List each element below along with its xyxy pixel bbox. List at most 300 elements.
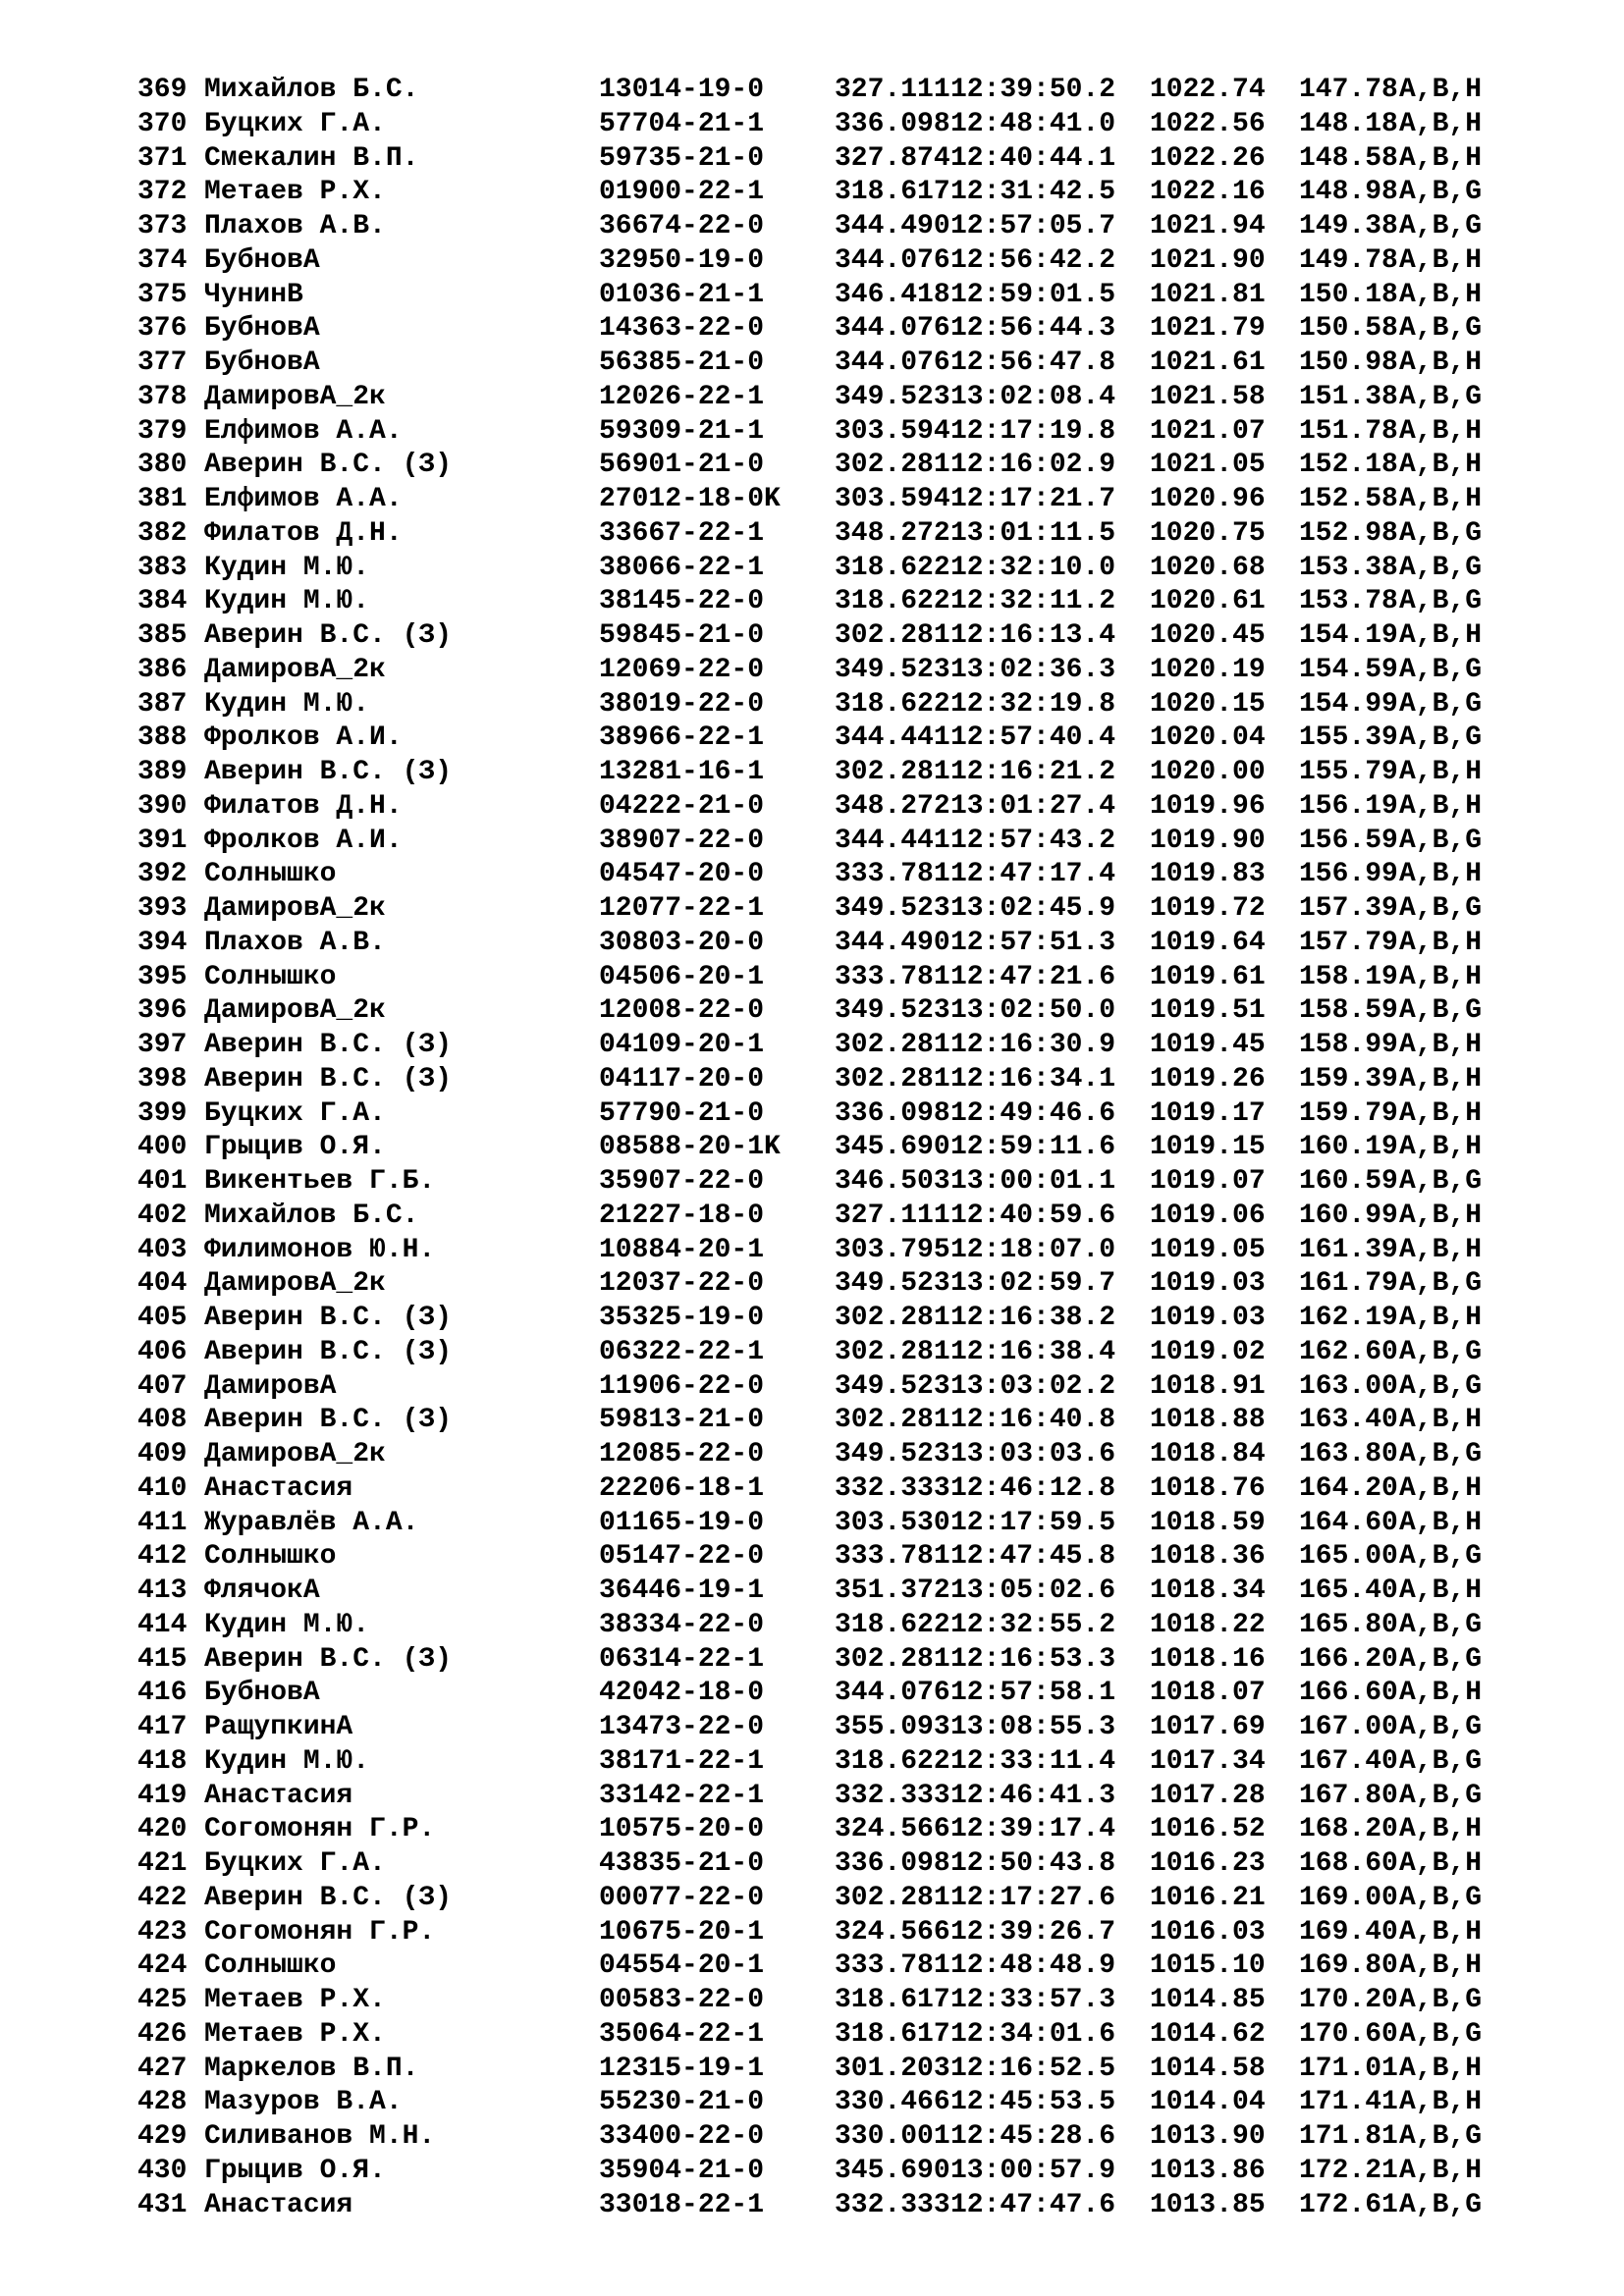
row-points: 159.39: [1299, 1063, 1398, 1095]
row-distance: 318.622: [835, 586, 950, 617]
row-place: 428: [137, 2087, 188, 2118]
row-time: 12:40:59.6: [950, 1200, 1116, 1231]
row-name: Метаев Р.Х.: [204, 177, 386, 208]
row-time: 12:47:47.6: [950, 2189, 1116, 2220]
row-points: 165.00: [1299, 1541, 1398, 1573]
row-ring: 38066-22-1: [599, 552, 765, 583]
row-ring: 00077-22-0: [599, 1882, 765, 1913]
row-speed: 1021.58: [1150, 381, 1266, 412]
row-name: ДамировА_2к: [204, 893, 386, 924]
row-ring: 12085-22-0: [599, 1439, 765, 1469]
row-name: Солнышко: [204, 1950, 337, 1982]
row-time: 12:17:59.5: [950, 1507, 1116, 1538]
row-group: A,B,G: [1399, 1336, 1483, 1367]
table-row: [137, 312, 1546, 347]
row-time: 12:16:21.2: [950, 757, 1116, 787]
row-time: 12:59:01.5: [950, 279, 1116, 310]
row-time: 12:16:40.8: [950, 1405, 1116, 1436]
row-name: Кудин М.Ю.: [204, 1745, 370, 1777]
row-points: 158.19: [1299, 961, 1398, 992]
row-name: Силиванов М.Н.: [204, 2121, 436, 2152]
row-group: A,B,H: [1399, 1303, 1483, 1333]
row-name: Плахов А.В.: [204, 211, 386, 241]
row-points: 155.39: [1299, 722, 1398, 754]
row-name: Аверин В.С. (З): [204, 620, 453, 651]
table-row: [137, 1984, 1546, 2018]
row-place: 395: [137, 961, 188, 992]
row-speed: 1017.69: [1150, 1712, 1266, 1742]
row-time: 12:17:19.8: [950, 415, 1116, 447]
row-points: 153.38: [1299, 552, 1398, 583]
table-row: [137, 2120, 1546, 2155]
row-distance: 302.281: [835, 1336, 950, 1367]
row-time: 12:47:21.6: [950, 961, 1116, 992]
row-ring: 13014-19-0: [599, 75, 765, 105]
row-place: 412: [137, 1541, 188, 1573]
table-row: [137, 2053, 1546, 2087]
row-ring: 12008-22-0: [599, 995, 765, 1027]
row-time: 12:16:02.9: [950, 450, 1116, 481]
table-row: [137, 1949, 1546, 1984]
row-distance: 348.272: [835, 790, 950, 822]
row-place: 403: [137, 1234, 188, 1265]
row-group: A,B,G: [1399, 1439, 1483, 1469]
row-distance: 324.566: [835, 1916, 950, 1948]
row-time: 13:02:36.3: [950, 654, 1116, 685]
row-speed: 1021.81: [1150, 279, 1266, 310]
row-distance: 302.281: [835, 620, 950, 651]
row-group: A,B,G: [1399, 2121, 1483, 2152]
row-name: ДамировА_2к: [204, 995, 386, 1027]
row-place: 382: [137, 517, 188, 549]
table-row: [137, 279, 1546, 313]
row-points: 170.20: [1299, 1985, 1398, 2015]
table-row: [137, 1711, 1546, 1745]
row-points: 171.41: [1299, 2087, 1398, 2118]
row-group: A,B,H: [1399, 1030, 1483, 1060]
row-ring: 35907-22-0: [599, 1166, 765, 1197]
row-place: 429: [137, 2121, 188, 2152]
table-row: [137, 1097, 1546, 1132]
row-speed: 1020.68: [1150, 552, 1266, 583]
row-group: A,B,H: [1399, 1848, 1483, 1879]
row-place: 374: [137, 244, 188, 276]
row-ring: 12069-22-0: [599, 654, 765, 685]
row-name: Кудин М.Ю.: [204, 586, 370, 617]
row-time: 12:56:44.3: [950, 313, 1116, 345]
row-speed: 1019.02: [1150, 1336, 1266, 1367]
row-time: 12:31:42.5: [950, 177, 1116, 208]
row-points: 147.78: [1299, 75, 1398, 105]
table-row: [137, 721, 1546, 756]
row-ring: 10884-20-1: [599, 1234, 765, 1265]
row-place: 422: [137, 1882, 188, 1913]
table-row: [137, 654, 1546, 688]
row-points: 152.18: [1299, 450, 1398, 481]
row-distance: 349.523: [835, 1370, 950, 1402]
row-name: Анастасия: [204, 2189, 353, 2220]
row-group: A,B,G: [1399, 1745, 1483, 1777]
row-distance: 302.281: [835, 1063, 950, 1095]
row-speed: 1015.10: [1150, 1950, 1266, 1982]
row-group: A,B,H: [1399, 75, 1483, 105]
row-place: 416: [137, 1678, 188, 1709]
table-row: [137, 825, 1546, 859]
row-distance: 302.281: [835, 1303, 950, 1333]
row-distance: 327.874: [835, 142, 950, 174]
row-points: 156.99: [1299, 859, 1398, 890]
row-name: Аверин В.С. (З): [204, 1882, 453, 1913]
row-time: 12:18:07.0: [950, 1234, 1116, 1265]
row-place: 408: [137, 1405, 188, 1436]
row-points: 161.39: [1299, 1234, 1398, 1265]
row-speed: 1020.96: [1150, 484, 1266, 514]
row-time: 12:16:52.5: [950, 2053, 1116, 2084]
row-time: 12:34:01.6: [950, 2018, 1116, 2050]
row-group: A,B,H: [1399, 620, 1483, 651]
row-time: 12:33:57.3: [950, 1985, 1116, 2015]
row-speed: 1019.90: [1150, 825, 1266, 856]
row-speed: 1014.58: [1150, 2053, 1266, 2084]
table-row: [137, 1916, 1546, 1950]
row-speed: 1020.75: [1150, 517, 1266, 549]
row-time: 12:47:45.8: [950, 1541, 1116, 1573]
row-group: A,B,G: [1399, 517, 1483, 549]
row-ring: 33142-22-1: [599, 1780, 765, 1811]
row-time: 12:59:11.6: [950, 1132, 1116, 1163]
row-group: A,B,H: [1399, 1814, 1483, 1845]
row-group: A,B,H: [1399, 1063, 1483, 1095]
row-name: Маркелов В.П.: [204, 2053, 419, 2084]
row-name: Плахов А.В.: [204, 927, 386, 958]
row-time: 12:16:38.2: [950, 1303, 1116, 1333]
row-group: A,B,H: [1399, 1575, 1483, 1606]
row-time: 12:45:28.6: [950, 2121, 1116, 2152]
row-place: 407: [137, 1370, 188, 1402]
table-row: [137, 415, 1546, 450]
row-place: 381: [137, 484, 188, 514]
row-place: 413: [137, 1575, 188, 1606]
row-time: 12:39:50.2: [950, 75, 1116, 105]
row-ring: 38334-22-0: [599, 1609, 765, 1640]
table-row: [137, 1575, 1546, 1609]
row-ring: 11906-22-0: [599, 1370, 765, 1402]
row-points: 152.98: [1299, 517, 1398, 549]
row-name: Михайлов Б.С.: [204, 1200, 419, 1231]
table-row: [137, 1370, 1546, 1405]
row-distance: 344.076: [835, 244, 950, 276]
row-speed: 1021.79: [1150, 313, 1266, 345]
row-speed: 1017.28: [1150, 1780, 1266, 1811]
row-group: A,B,G: [1399, 1541, 1483, 1573]
row-place: 417: [137, 1712, 188, 1742]
table-row: [137, 892, 1546, 927]
table-row: [137, 2018, 1546, 2053]
row-time: 12:17:21.7: [950, 484, 1116, 514]
row-distance: 346.418: [835, 279, 950, 310]
row-time: 13:01:27.4: [950, 790, 1116, 822]
row-speed: 1020.45: [1150, 620, 1266, 651]
row-place: 426: [137, 2018, 188, 2050]
row-distance: 349.523: [835, 1268, 950, 1300]
table-row: [137, 858, 1546, 892]
row-ring: 35904-21-0: [599, 2155, 765, 2186]
row-name: ДамировА_2к: [204, 654, 386, 685]
table-row: [137, 2155, 1546, 2189]
row-distance: 349.523: [835, 654, 950, 685]
row-distance: 351.372: [835, 1575, 950, 1606]
row-speed: 1018.76: [1150, 1472, 1266, 1504]
row-speed: 1017.34: [1150, 1745, 1266, 1777]
row-place: 379: [137, 415, 188, 447]
row-name: Мазуров В.А.: [204, 2087, 403, 2118]
row-name: Грыцив О.Я.: [204, 2155, 386, 2186]
row-points: 164.20: [1299, 1472, 1398, 1504]
row-ring: 59735-21-0: [599, 142, 765, 174]
row-place: 431: [137, 2189, 188, 2220]
row-place: 375: [137, 279, 188, 310]
row-time: 13:01:11.5: [950, 517, 1116, 549]
table-row: [137, 1336, 1546, 1370]
row-points: 156.59: [1299, 825, 1398, 856]
row-name: Фролков А.И.: [204, 825, 403, 856]
row-distance: 302.281: [835, 450, 950, 481]
row-distance: 349.523: [835, 995, 950, 1027]
row-speed: 1016.03: [1150, 1916, 1266, 1948]
row-group: A,B,G: [1399, 313, 1483, 345]
row-distance: 333.781: [835, 961, 950, 992]
row-ring: 12026-22-1: [599, 381, 765, 412]
row-time: 12:57:58.1: [950, 1678, 1116, 1709]
row-speed: 1016.23: [1150, 1848, 1266, 1879]
row-group: A,B,G: [1399, 2018, 1483, 2050]
row-distance: 318.622: [835, 1609, 950, 1640]
row-time: 12:45:53.5: [950, 2087, 1116, 2118]
row-distance: 332.333: [835, 2189, 950, 2220]
row-group: A,B,H: [1399, 108, 1483, 139]
table-row: [137, 1813, 1546, 1847]
row-place: 402: [137, 1200, 188, 1231]
row-group: A,B,H: [1399, 859, 1483, 890]
row-time: 12:46:41.3: [950, 1780, 1116, 1811]
row-name: ДамировА_2к: [204, 1439, 386, 1469]
row-place: 389: [137, 757, 188, 787]
row-name: Елфимов А.А.: [204, 484, 403, 514]
row-speed: 1019.03: [1150, 1268, 1266, 1300]
row-name: Аверин В.С. (З): [204, 450, 453, 481]
row-speed: 1013.90: [1150, 2121, 1266, 2152]
row-place: 383: [137, 552, 188, 583]
row-points: 154.59: [1299, 654, 1398, 685]
row-group: A,B,H: [1399, 790, 1483, 822]
row-place: 401: [137, 1166, 188, 1197]
row-points: 158.99: [1299, 1030, 1398, 1060]
row-distance: 318.617: [835, 177, 950, 208]
row-group: A,B,H: [1399, 1950, 1483, 1982]
row-speed: 1016.21: [1150, 1882, 1266, 1913]
row-name: Кудин М.Ю.: [204, 552, 370, 583]
row-speed: 1022.16: [1150, 177, 1266, 208]
row-points: 163.00: [1299, 1370, 1398, 1402]
row-speed: 1014.85: [1150, 1985, 1266, 2015]
table-row: [137, 790, 1546, 825]
row-ring: 22206-18-1: [599, 1472, 765, 1504]
table-row: [137, 619, 1546, 654]
row-distance: 303.594: [835, 484, 950, 514]
row-place: 387: [137, 688, 188, 720]
row-ring: 36674-22-0: [599, 211, 765, 241]
row-group: A,B,G: [1399, 1609, 1483, 1640]
row-distance: 348.272: [835, 517, 950, 549]
row-points: 160.99: [1299, 1200, 1398, 1231]
row-group: A,B,H: [1399, 1678, 1483, 1709]
row-group: A,B,H: [1399, 927, 1483, 958]
row-speed: 1018.59: [1150, 1507, 1266, 1538]
row-ring: 35325-19-0: [599, 1303, 765, 1333]
table-row: [137, 1847, 1546, 1882]
row-group: A,B,H: [1399, 1405, 1483, 1436]
row-place: 393: [137, 893, 188, 924]
row-distance: 333.781: [835, 1541, 950, 1573]
row-place: 410: [137, 1472, 188, 1504]
row-group: A,B,H: [1399, 1132, 1483, 1163]
row-distance: 345.690: [835, 1132, 950, 1163]
row-speed: 1020.04: [1150, 722, 1266, 754]
row-name: Согомонян Г.Р.: [204, 1814, 436, 1845]
row-ring: 55230-21-0: [599, 2087, 765, 2118]
row-points: 162.60: [1299, 1336, 1398, 1367]
row-points: 172.61: [1299, 2189, 1398, 2220]
row-group: A,B,H: [1399, 415, 1483, 447]
row-distance: 303.530: [835, 1507, 950, 1538]
row-group: A,B,G: [1399, 2189, 1483, 2220]
row-time: 12:49:46.6: [950, 1097, 1116, 1129]
row-ring: 04117-20-0: [599, 1063, 765, 1095]
row-place: 384: [137, 586, 188, 617]
row-points: 162.19: [1299, 1303, 1398, 1333]
row-distance: 336.098: [835, 108, 950, 139]
row-distance: 355.093: [835, 1712, 950, 1742]
row-points: 169.00: [1299, 1882, 1398, 1913]
row-name: Журавлёв А.А.: [204, 1507, 419, 1538]
table-row: [137, 1131, 1546, 1165]
row-distance: 330.001: [835, 2121, 950, 2152]
table-row: [137, 1882, 1546, 1916]
row-place: 420: [137, 1814, 188, 1845]
row-time: 13:02:45.9: [950, 893, 1116, 924]
row-distance: 345.690: [835, 2155, 950, 2186]
row-ring: 30803-20-0: [599, 927, 765, 958]
row-points: 150.98: [1299, 347, 1398, 378]
table-row: [137, 1643, 1546, 1678]
row-ring: 43835-21-0: [599, 1848, 765, 1879]
row-time: 12:57:05.7: [950, 211, 1116, 241]
row-name: Филатов Д.Н.: [204, 790, 403, 822]
row-name: Смекалин В.П.: [204, 142, 419, 174]
table-row: [137, 1267, 1546, 1302]
row-time: 12:56:47.8: [950, 347, 1116, 378]
row-name: Елфимов А.А.: [204, 415, 403, 447]
row-group: A,B,G: [1399, 211, 1483, 241]
row-time: 12:16:13.4: [950, 620, 1116, 651]
row-distance: 302.281: [835, 1405, 950, 1436]
table-row: [137, 1507, 1546, 1541]
row-time: 12:16:34.1: [950, 1063, 1116, 1095]
table-row: [137, 449, 1546, 483]
row-name: Кудин М.Ю.: [204, 688, 370, 720]
row-group: A,B,H: [1399, 484, 1483, 514]
row-ring: 12315-19-1: [599, 2053, 765, 2084]
row-place: 394: [137, 927, 188, 958]
row-group: A,B,H: [1399, 450, 1483, 481]
row-points: 165.40: [1299, 1575, 1398, 1606]
table-row: [137, 347, 1546, 381]
row-group: A,B,H: [1399, 1234, 1483, 1265]
row-time: 12:16:30.9: [950, 1030, 1116, 1060]
row-group: A,B,H: [1399, 2053, 1483, 2084]
row-distance: 349.523: [835, 1439, 950, 1469]
row-ring: 33400-22-0: [599, 2121, 765, 2152]
row-name: Аверин В.С. (З): [204, 1063, 453, 1095]
row-points: 169.80: [1299, 1950, 1398, 1982]
row-points: 154.19: [1299, 620, 1398, 651]
row-speed: 1018.84: [1150, 1439, 1266, 1469]
row-group: A,B,G: [1399, 177, 1483, 208]
row-speed: 1019.26: [1150, 1063, 1266, 1095]
row-ring: 04109-20-1: [599, 1030, 765, 1060]
table-row: [137, 1745, 1546, 1780]
row-points: 158.59: [1299, 995, 1398, 1027]
row-group: A,B,G: [1399, 1882, 1483, 1913]
row-speed: 1018.07: [1150, 1678, 1266, 1709]
row-group: A,B,G: [1399, 893, 1483, 924]
row-speed: 1019.17: [1150, 1097, 1266, 1129]
table-row: [137, 74, 1546, 108]
row-place: 390: [137, 790, 188, 822]
row-ring: 01165-19-0: [599, 1507, 765, 1538]
row-name: ЧунинВ: [204, 279, 303, 310]
row-distance: 333.781: [835, 1950, 950, 1982]
row-name: Солнышко: [204, 1541, 337, 1573]
row-ring: 59813-21-0: [599, 1405, 765, 1436]
row-speed: 1019.96: [1150, 790, 1266, 822]
row-speed: 1013.86: [1150, 2155, 1266, 2186]
row-speed: 1018.16: [1150, 1643, 1266, 1675]
row-group: A,B,G: [1399, 654, 1483, 685]
row-place: 373: [137, 211, 188, 241]
row-points: 170.60: [1299, 2018, 1398, 2050]
row-group: A,B,H: [1399, 1097, 1483, 1129]
row-speed: 1020.61: [1150, 586, 1266, 617]
row-place: 378: [137, 381, 188, 412]
row-ring: 12077-22-1: [599, 893, 765, 924]
row-distance: 344.076: [835, 1678, 950, 1709]
row-ring: 04222-21-0: [599, 790, 765, 822]
row-ring: 21227-18-0: [599, 1200, 765, 1231]
row-points: 149.78: [1299, 244, 1398, 276]
row-ring: 35064-22-1: [599, 2018, 765, 2050]
row-points: 159.79: [1299, 1097, 1398, 1129]
row-distance: 349.523: [835, 381, 950, 412]
row-name: Буцких Г.А.: [204, 1097, 386, 1129]
row-name: ДамировА_2к: [204, 381, 386, 412]
table-row: [137, 2086, 1546, 2120]
row-place: 405: [137, 1303, 188, 1333]
row-points: 148.18: [1299, 108, 1398, 139]
row-points: 152.58: [1299, 484, 1398, 514]
row-points: 156.19: [1299, 790, 1398, 822]
row-speed: 1021.94: [1150, 211, 1266, 241]
